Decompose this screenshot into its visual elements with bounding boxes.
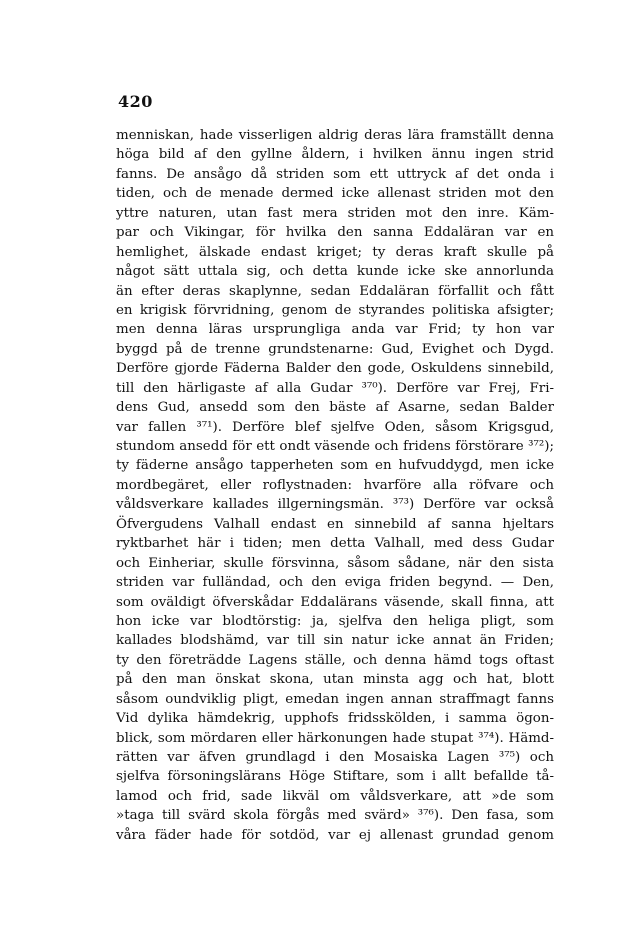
text-line: menniskan, hade visserligen aldrig deras lära framställt denna <box>116 128 554 143</box>
text-line: hon icke var blodtörstig: ja, sjelfva den heliga pligt, som <box>116 613 554 629</box>
body-text <box>116 126 554 845</box>
text-line: sjelfva försoningslärans Höge Stiftare, som i allt befallde tå- <box>116 769 554 785</box>
text-line: striden var fulländad, och den eviga friden begynd. — Den, <box>116 575 554 591</box>
text-line: en krigisk förvridning, genom de styrandes politiska afsigter; <box>116 302 554 318</box>
text-line: något sätt uttala sig, och detta kunde icke ske annorlunda <box>116 264 554 280</box>
text-line: än efter deras skaplynne, sedan Eddaläran förfallit och fått <box>116 283 554 299</box>
text-line: Vid dylika hämdekrig, upphofs fridsskölden, i samma ögon- <box>116 711 554 727</box>
text-line: till den härligaste af alla Gudar ³⁷⁰). Derföre var Frej, Fri- <box>116 380 554 396</box>
text-line: dens Gud, ansedd som den bäste af Asarne, sedan Balder <box>116 400 554 416</box>
text-line: yttre naturen, utan fast mera striden mot den inre. Käm- <box>116 205 554 221</box>
text-line: par och Vikingar, för hvilka den sanna Eddaläran var en <box>116 225 554 241</box>
text-line: våldsverkare kallades illgerningsmän. ³⁷³) Derföre var också <box>116 497 554 513</box>
text-line: kallades blodshämd, var till sin natur icke annat än Friden; <box>116 633 554 649</box>
text-line: rätten var äfven grundlagd i den Mosaiska Lagen ³⁷⁵) och <box>116 750 554 765</box>
text-line: på den man önskat skona, utan minsta agg och hat, blott <box>116 672 554 688</box>
text-line: men denna läras ursprungliga anda var Frid; ty hon var <box>116 322 554 338</box>
text-line: lamod och frid, sade likväl om våldsverkare, att »de som <box>116 788 554 804</box>
text-line: fanns. De ansågo då striden som ett uttryck af det onda i <box>116 166 554 182</box>
text-line: och Einheriar, skulle försvinna, såsom sådane, när den sista <box>116 555 554 571</box>
text-line: tiden, och de menade dermed icke allenast striden mot den <box>116 186 554 202</box>
text-line: mordbegäret, eller roflystnaden: hvarföre alla röfvare och <box>116 477 554 493</box>
text-line: som oväldigt öfverskådar Eddalärans väsende, skall finna, att <box>116 594 554 610</box>
text-line: höga bild af den gyllne åldern, i hvilken ännu ingen strid <box>116 147 554 163</box>
text-line: ty den företrädde Lagens ställe, och denna hämd togs oftast <box>116 652 554 668</box>
text-line: Derföre gjorde Fäderna Balder den gode, Oskuldens sinnebild, <box>116 361 554 377</box>
text-line: Öfvergudens Valhall endast en sinnebild af sanna hjeltars <box>116 516 554 532</box>
text-line: byggd på de trenne grundstenarne: Gud, Evighet och Dygd. <box>116 341 554 357</box>
text-line: våra fäder hade för sotdöd, var ej allenast grundad genom <box>116 827 554 843</box>
text-line: hemlighet, älskade endast kriget; ty deras kraft skulle på <box>116 244 554 260</box>
text-line: blick, som mördaren eller härkonungen hade stupat ³⁷⁴). Hämd- <box>116 730 554 746</box>
text-line: var fallen ³⁷¹). Derföre blef sjelfve Oden, såsom Krigsgud, <box>116 419 554 435</box>
text-line: såsom oundviklig pligt, emedan ingen annan straffmagt fanns <box>116 691 554 707</box>
text-line: ryktbarhet här i tiden; men detta Valhall, med dess Gudar <box>116 536 554 552</box>
text-line: ty fäderne ansågo tapperheten som en hufvuddygd, men icke <box>116 458 554 474</box>
text-line: stundom ansedd för ett ondt väsende och fridens förstörare ³⁷²); <box>116 439 554 454</box>
text-line: »taga till svärd skola förgås med svärd» ³⁷⁶). Den fasa, som <box>116 808 554 824</box>
page-number: 420 <box>118 92 153 111</box>
